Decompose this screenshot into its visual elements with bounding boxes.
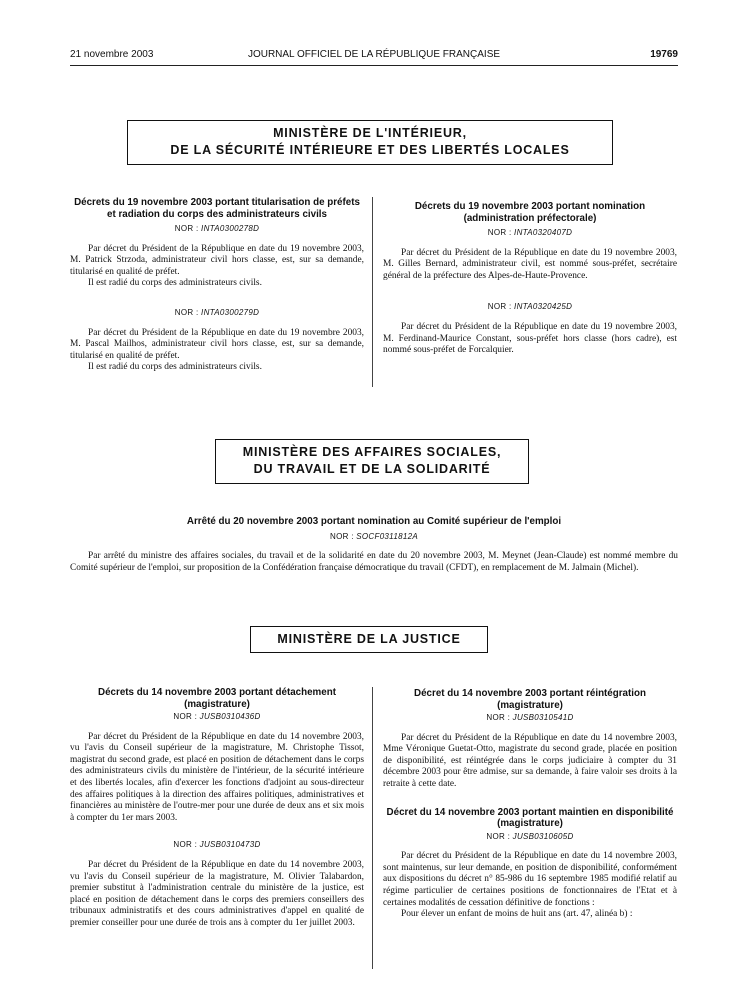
decree-paragraph: Par décret du Président de la République en date du 19 novembre 2003, M. Pascal Mailhos, administrateur civil hors classe, est, sur sa demande, titularisé en qualité de préfet. bbox=[70, 327, 364, 361]
decree-paragraph: Par décret du Président de la République en date du 14 novembre 2003, Mme Véronique Guetat-Otto, magistrate du second grade, placée en position de disponibilité, est réintégrée dans le corps judiciaire à compter du 31 décembre 2003 pour être admise, sur sa demande, à faire valoir ses droits à la retraite à cette date. bbox=[383, 732, 677, 789]
arrete-paragraph: Par arrêté du ministre des affaires sociales, du travail et de la solidarité en date du 20 novembre 2003, M. Meynet (Jean-Claude) est nommé membre du Comité supérieur de l'emploi, sur proposition de la Confédération française démocratique du travail (CFDT), en remplacement de M. Jalmain (Michel). bbox=[70, 551, 678, 573]
decree-title-detachement: Décrets du 14 novembre 2003 portant détachement (magistrature) bbox=[98, 687, 336, 710]
interior-right-column bbox=[383, 201, 677, 357]
ministry-justice-line1: MINISTÈRE DE LA JUSTICE bbox=[277, 632, 461, 646]
header-rule bbox=[70, 65, 678, 66]
nor-reference: NOR : JUSB0310605D bbox=[486, 831, 574, 841]
decree-paragraph: Il est radié du corps des administrateurs civils. bbox=[88, 278, 262, 289]
decree-title-titularisation: Décrets du 19 novembre 2003 portant titularisation de préfets et radiation du corps des administrateurs civils bbox=[74, 197, 360, 220]
ministry-social-line2: DU TRAVAIL ET DE LA SOLIDARITÉ bbox=[253, 462, 491, 476]
nor-reference: NOR : INTA0300279D bbox=[174, 307, 260, 317]
column-divider bbox=[372, 197, 373, 387]
decree-paragraph: Pour élever un enfant de moins de huit ans (art. 47, alinéa b) : bbox=[401, 909, 633, 920]
nor-reference: NOR : INTA0320425D bbox=[487, 302, 573, 312]
decree-paragraph: Par décret du Président de la République en date du 19 novembre 2003, M. Ferdinand-Maurice Constant, sous-préfet hors classe (hors cadre), est nommé sous-préfet de Forcalquier. bbox=[383, 321, 677, 356]
decree-paragraph: Par décret du Président de la République en date du 19 novembre 2003, M. Patrick Strzoda, administrateur civil hors classe, est, sur sa demande, titularisé en qualité de préfet. bbox=[70, 243, 364, 277]
justice-right-column bbox=[383, 688, 677, 921]
ministry-social-affairs-box bbox=[215, 439, 529, 484]
decree-title-reintegration: Décret du 14 novembre 2003 portant réintégration (magistrature) bbox=[414, 688, 646, 711]
arrete-title-emploi: Arrêté du 20 novembre 2003 portant nomination au Comité supérieur de l'emploi bbox=[186, 516, 562, 527]
decree-paragraph: Il est radié du corps des administrateurs civils. bbox=[88, 362, 262, 373]
decree-paragraph: Par décret du Président de la République en date du 14 novembre 2003, sont maintenus, sur leur demande, en position de disponibilité, conformément aux dispositions du décret n° 85-986 du 16 septembre 1985 modifié relatif au régime particulier de certaines positions de fonctionnaires de l'Etat et à certaines modalités de cessation définitive de fonctions : bbox=[383, 851, 677, 908]
nor-reference: NOR : INTA0320407D bbox=[487, 228, 573, 237]
ministry-interior-line2: DE LA SÉCURITÉ INTÉRIEURE ET DES LIBERTÉS LOCALES bbox=[170, 143, 570, 157]
header-date: 21 novembre 2003 bbox=[70, 49, 154, 60]
nor-reference: NOR : INTA0300278D bbox=[174, 224, 260, 233]
header-page-number: 19769 bbox=[650, 49, 678, 60]
nor-reference: NOR : SOCF0311812A bbox=[330, 531, 418, 541]
decree-title-disponibilite: Décret du 14 novembre 2003 portant maintien en disponibilité (magistrature) bbox=[386, 806, 674, 830]
decree-paragraph: Par décret du Président de la République en date du 19 novembre 2003, M. Gilles Bernard, administrateur civil, est nommé sous-préfet, secrétaire général de la préfecture des Alpes-de-Haute-Provence. bbox=[383, 247, 677, 281]
running-header bbox=[70, 49, 678, 63]
decree-paragraph: Par décret du Président de la République en date du 14 novembre 2003, vu l'avis du Conseil supérieur de la magistrature, M. Christophe Tissot, magistrat du second grade, est placé en position de détachement dans le corps des administrateurs civils du ministère de l'intérieur, de la sécurité intérieure et des libertés locales, afin d'exercer les fonctions d'adjoint au sous-directeur des affaires politiques à la direction des affaires politiques, administratives et financières au ministère de l'outre-mer pour une durée de deux ans et six mois à compter du 1er mars 2003. bbox=[70, 731, 364, 823]
nor-reference: NOR : JUSB0310436D bbox=[173, 712, 261, 721]
decree-title-nomination: Décrets du 19 novembre 2003 portant nomination (administration préfectorale) bbox=[414, 201, 646, 224]
column-divider bbox=[372, 687, 373, 969]
ministry-social-line1: MINISTÈRE DES AFFAIRES SOCIALES, bbox=[242, 445, 502, 459]
header-journal-title: JOURNAL OFFICIEL DE LA RÉPUBLIQUE FRANÇAISE bbox=[247, 49, 501, 60]
justice-left-column bbox=[70, 687, 364, 930]
nor-reference: NOR : JUSB0310541D bbox=[486, 713, 574, 722]
ministry-interior-box bbox=[127, 120, 613, 165]
decree-paragraph: Par décret du Président de la République en date du 14 novembre 2003, vu l'avis du Conseil supérieur de la magistrature, M. Olivier Talabardon, premier substitut à l'administration centrale du ministère de la justice, est placé en position de détachement dans le corps des premiers conseillers des tribunaux administratifs et des cours administratives d'appel en qualité de premier conseiller pour une durée de trois ans à compter du 1er juillet 2003. bbox=[70, 859, 364, 928]
ministry-interior-line1: MINISTÈRE DE L'INTÉRIEUR, bbox=[273, 126, 467, 140]
social-affairs-section bbox=[70, 516, 678, 574]
interior-left-column bbox=[70, 197, 364, 374]
nor-reference: NOR : JUSB0310473D bbox=[173, 840, 261, 850]
ministry-justice-box bbox=[250, 626, 488, 653]
